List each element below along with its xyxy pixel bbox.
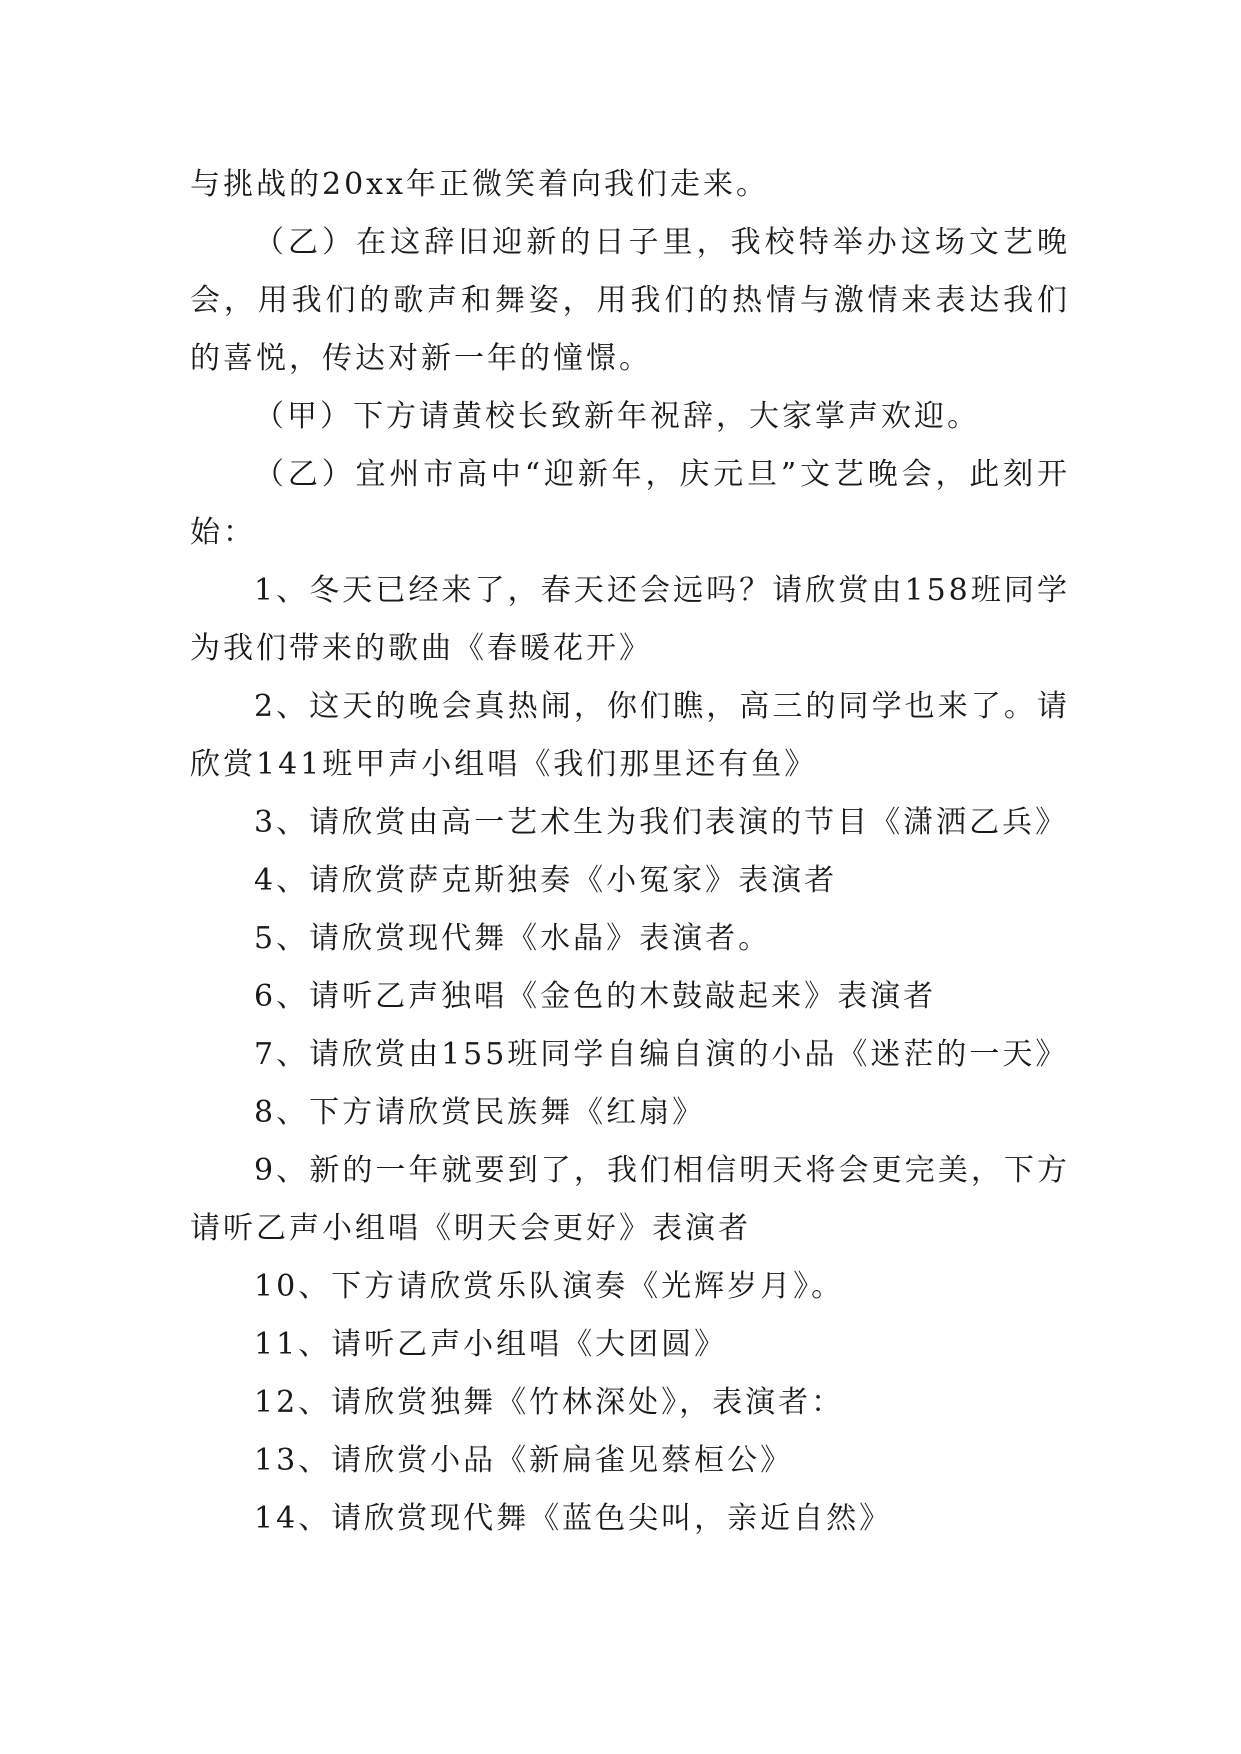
program-item-10: 10、下方请欣赏乐队演奏《光辉岁月》。 [254, 1269, 845, 1304]
program-item-14: 14、请欣赏现代舞《蓝色尖叫，亲近自然》 [254, 1501, 893, 1536]
program-item-1: 1、冬天已经来了，春天还会远吗？请欣赏由158班同学为我们带来的歌曲《春暖花开》 [190, 573, 1070, 666]
program-item-11: 11、请听乙声小组唱《大团圆》 [254, 1327, 728, 1362]
program-item-4: 4、请欣赏萨克斯独奏《小冤家》表演者 [254, 863, 838, 898]
program-item-8: 8、下方请欣赏民族舞《红扇》 [254, 1095, 706, 1130]
program-item-3: 3、请欣赏由高一艺术生为我们表演的节目《潇洒乙兵》 [254, 805, 1069, 840]
program-item-13: 13、请欣赏小品《新扁雀见蔡桓公》 [254, 1443, 794, 1478]
paragraph-opening-yi: （乙）在这辞旧迎新的日子里，我校特举办这场文艺晚会，用我们的歌声和舞姿，用我们的热情与激情来表达我们的喜悦，传达对新一年的憧憬。 [190, 225, 1070, 376]
paragraph-continuation: 与挑战的20xx年正微笑着向我们走来。 [190, 167, 770, 202]
paragraph-principal-speech: （甲）下方请黄校长致新年祝辞，大家掌声欢迎。 [254, 399, 980, 434]
program-item-6: 6、请听乙声独唱《金色的木鼓敲起来》表演者 [254, 979, 937, 1014]
document-body [190, 156, 1070, 1548]
program-item-7: 7、请欣赏由155班同学自编自演的小品《迷茫的一天》 [254, 1037, 1069, 1072]
program-item-5: 5、请欣赏现代舞《水晶》表演者。 [254, 921, 772, 956]
program-item-12: 12、请欣赏独舞《竹林深处》，表演者： [254, 1385, 845, 1420]
paragraph-gala-start: （乙）宜州市高中“迎新年，庆元旦”文艺晚会，此刻开始： [190, 457, 1070, 550]
program-item-9: 9、新的一年就要到了，我们相信明天将会更完美，下方请听乙声小组唱《明天会更好》表演者 [190, 1153, 1070, 1246]
program-item-2: 2、这天的晚会真热闹，你们瞧，高三的同学也来了。请欣赏141班甲声小组唱《我们那里还有鱼》 [190, 689, 1070, 782]
